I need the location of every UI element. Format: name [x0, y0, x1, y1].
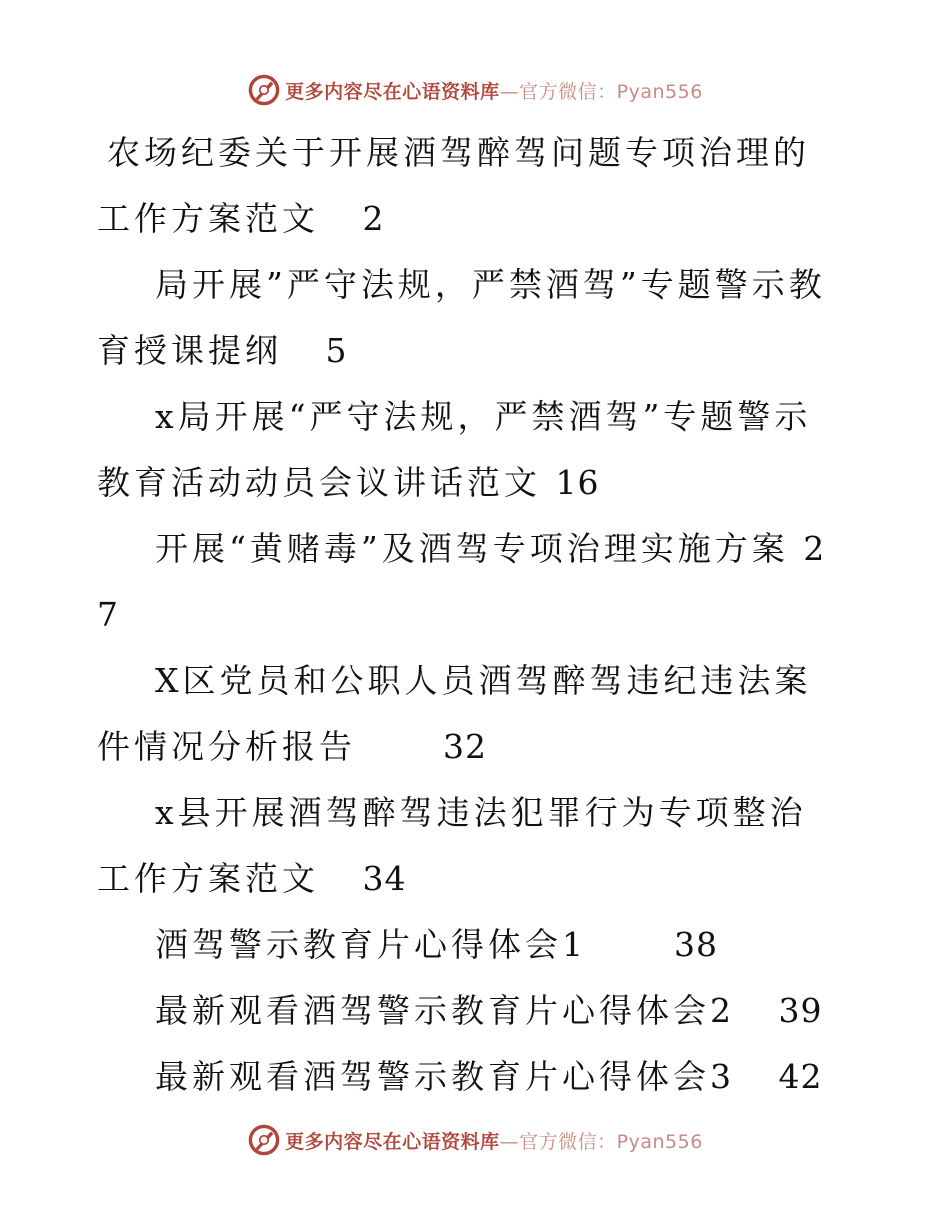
toc-entry-page: 32 [442, 727, 487, 766]
toc-entry-title: 局开展”严守法规，严禁酒驾”专题警示教育授课提纲 [97, 265, 826, 370]
toc-entry-page: 2 [362, 199, 385, 238]
toc-entry[interactable] [97, 384, 837, 516]
toc-entry-title: 最新观看酒驾警示教育片心得体会2 [155, 991, 735, 1030]
header-brand-text: 更多内容尽在心语资料库 [285, 80, 500, 103]
toc-entry-title: 开展“黄赌毒”及酒驾专项治理实施方案 [155, 529, 789, 568]
footer-contact-text: —官方微信：Pyan556 [499, 1130, 703, 1153]
toc-entry[interactable] [97, 516, 837, 648]
footer-brand-text: 更多内容尽在心语资料库 [285, 1130, 500, 1153]
toc-entry-title: 最新观看酒驾警示教育片心得体会3 [155, 1057, 735, 1096]
toc-entry[interactable] [97, 912, 837, 978]
toc-entry[interactable] [97, 120, 837, 252]
toc-entry-page: 39 [778, 991, 823, 1030]
header-contact-text: —官方微信：Pyan556 [499, 80, 703, 103]
toc-entry[interactable] [97, 780, 837, 912]
toc-entry-page: 38 [673, 925, 718, 964]
toc-entry-page: 27 [97, 529, 826, 634]
toc-entry-title: x局开展“严守法规，严禁酒驾”专题警示教育活动动员会议讲话范文 [97, 397, 812, 502]
toc-entry-page: 16 [555, 463, 600, 502]
toc-entry[interactable] [97, 648, 837, 780]
header-watermark [0, 70, 950, 110]
toc-entry[interactable] [97, 1044, 837, 1110]
toc-entry-page: 34 [362, 859, 407, 898]
toc-entry[interactable] [97, 978, 837, 1044]
quill-logo-icon [247, 1123, 281, 1157]
toc-entry[interactable] [97, 252, 837, 384]
footer-watermark [0, 1120, 950, 1160]
toc-entry-page: 5 [325, 331, 348, 370]
toc-entry-title: 农场纪委关于开展酒驾醉驾问题专项治理的工作方案范文 [97, 133, 810, 238]
toc-entry-title: 酒驾警示教育片心得体会1 [155, 925, 587, 964]
table-of-contents [97, 120, 837, 1110]
quill-logo-icon [247, 73, 281, 107]
toc-entry-page: 42 [778, 1057, 823, 1096]
toc-entry-title: x县开展酒驾醉驾违法犯罪行为专项整治工作方案范文 [97, 793, 807, 898]
toc-entry-title: X区党员和公职人员酒驾醉驾违纪违法案件情况分析报告 [97, 661, 812, 766]
